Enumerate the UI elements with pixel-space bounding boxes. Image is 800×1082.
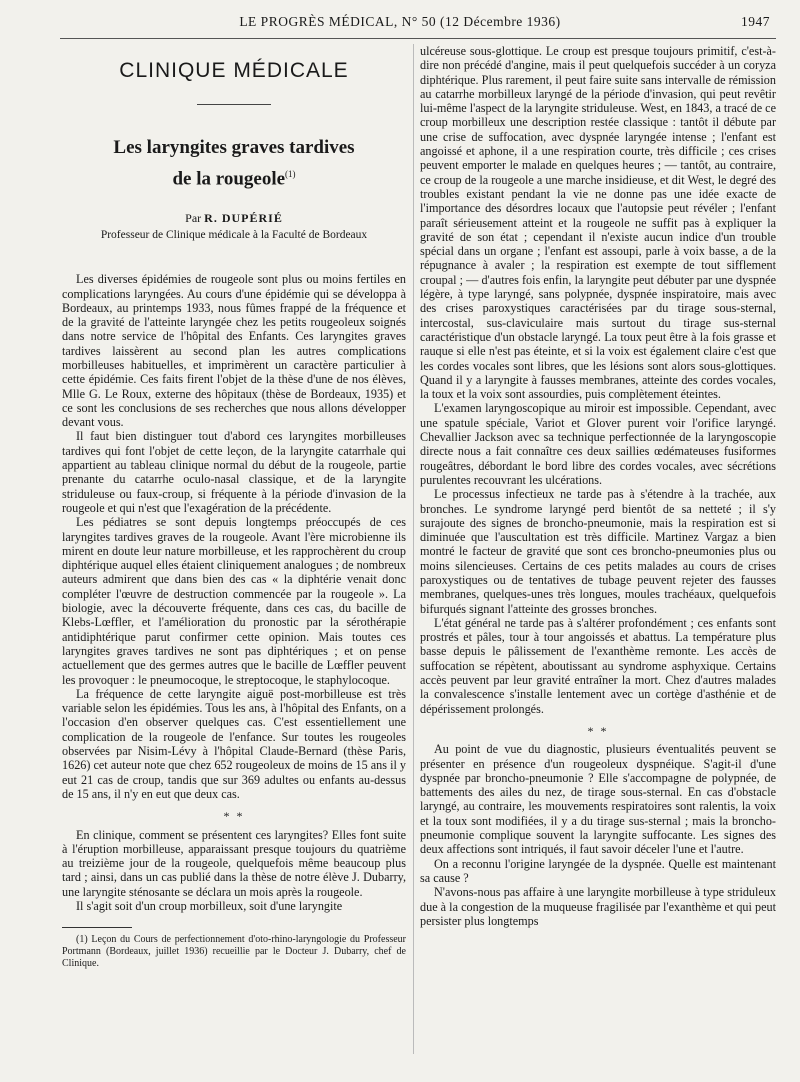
article-title [62,135,406,192]
paragraph: Il s'agit soit d'un croup morbilleux, soit d'une laryngite [76,898,343,913]
section-separator: * * [587,723,609,738]
paragraph: On a reconnu l'origine laryngée de la dyspnée. Quelle est maintenant sa cause ? [420,856,776,885]
paragraph: Il faut bien distinguer tout d'abord ces laryngites morbilleuses tardives qui font l'objet de cette leçon, de la laryngite catarrhale qui appartient au tableau clinique normal du début de la rougeole, partie prenante du catarrhe oculo-nasal classique, et de la laryngite striduleuse ou faux-croup, si fréquente à la période d'invasion de la rougeole et qui n'est que l'exagération de la précédente. [62,429,406,515]
page-number: 1947 [741,14,770,29]
header-rule [60,38,776,39]
paragraph: En clinique, comment se présentent ces laryngites? Elles font suite à l'éruption morbilleuse, apparaissant presque toujours du quatrième au treizième jour de la rougeole, quelquefois même beaucoup plus tard ; ainsi, dans un cas publié dans la thèse de notre élève J. Dubarry, une laryngite sténosante se déclara un mois après la rougeole. [62,827,406,899]
paragraph: Au point de vue du diagnostic, plusieurs éventualités peuvent se présenter en présence d'un rougeoleux dyspnéique. S'agit-il d'une dyspnée par broncho-pneumonie ? Elle s'accompagne de polypnée, de battements des ailes du nez, de tirage sous-sternal. En cas d'obstacle laryngé, au contraire, les mouvements respiratoires sont ralentis, la voix et la toux sont modifiées, il y a du tirage sus-sternal ; mais la broncho-pneumonie complique souvent la laryngite suffocante. Les signes des deux affections sont intriqués, il faut savoir déceler l'une et l'autre. [420,742,776,857]
byline-prefix: Par [185,210,202,225]
title-line-1: Les laryngites graves tardives [113,137,355,159]
right-column [420,44,776,928]
paragraph: L'état général ne tarde pas à s'altérer profondément ; ces enfants sont prostrés et pâles, tour à tour angoissés et abattus. La température plus basse depuis le pâlissement de l'exanthème remonte. Les accès de suffocation se répètent, aboutissant au syndrome asphyxique. Certains accès peuvent par leur gravité entraîner la mort. Chez d'autres malades la convalescence s'installe lentement avec un cortège d'asthénie et de dépérissement prolongés. [420,615,776,716]
footnote: (1) Leçon du Cours de perfectionnement d'oto-rhino-laryngologie du Professeur Portmann (Bordeaux, juillet 1936) recueillie par le Docteur J. Dubarry, chef de Clinique. [62,934,406,970]
paragraph: Le processus infectieux ne tarde pas à s'étendre à la trachée, aux bronches. Le syndrome laryngé perd bientôt de sa netteté ; il s'y surajoute des signes de broncho-pneumonie, mais la respiration est si diminuée que l'auscultation est très difficile. Martinez Vargaz a bien montré le facteur de gravité que sont ces broncho-pneumonies plus ou moins silencieuses. Certains de ces petits malades au cours de crises paroxystiques ou de tentatives de tubage peuvent rejeter des fausses membranes, quelques-unes très longues, moules trachéaux, quelquefois bifurqués signant l'atteinte des grosses bronches. [420,487,776,616]
paragraph: Les pédiatres se sont depuis longtemps préoccupés de ces laryngites tardives graves de la rougeole. Avant l'ère microbienne ils mirent en doute leur nature morbilleuse, et les rapprochèrent du croup diphtérique auquel elles étaient cliniquement analogues ; de nombreux auteurs admirent que dans bien des cas « la diphtérie venait donc compléter l'œuvre de destruction commencée par la rougeole ». La biologie, avec la découverte fréquente, dans ces cas, du bacille de Klebs-Lœffler, et l'amélioration du pronostic par la sérothérapie antidiphtérique parut confirmer cette opinion. Mais toutes ces laryngites graves tardives ne sont pas diphtériques ; et on pense actuellement que des germes autres que le bacille de Lœffler peuvent les provoquer : le pneumocoque, le streptocoque, le staphylocoque. [62,515,406,687]
running-title: LE PROGRÈS MÉDICAL, N° 50 (12 Décembre 1936) [239,14,561,29]
column-divider [413,44,414,1054]
section-separator: * * [223,809,245,824]
footnote-rule [62,927,132,928]
paragraph: L'examen laryngoscopique au miroir est impossible. Cependant, avec une spatule spéciale, Variot et Glover purent voir l'orifice laryngé. Chevallier Jackson avec sa technique perfectionnée de la laryngoscopie directe nous a fait connaître ces deux saillies œdémateuses fusiformes rougeâtres, débordant le bord libre des cordes vocales, avec sécrétions purulentes recouvrant les ulcérations. [420,401,776,487]
section-title: CLINIQUE MÉDICALE [119,59,349,82]
title-line-2: de la rougeole [172,168,286,190]
author-name: R. DUPÉRIÉ [204,210,283,225]
paragraph: Les diverses épidémies de rougeole sont plus ou moins fertiles en complications laryngées. Au cours d'une épidémie qui se développa à Bordeaux, au printemps 1933, nous fûmes frappé de la fréquence et de la gravité de l'atteinte laryngée chez les petits rougeoleux soignés dans notre service de l'hôpital des Enfants. Ces laryngites graves tardives laissèrent au second plan les autres complications morbilleuses habituelles, et imprimèrent un caractère particulier à cette épidémie. Ces faits firent l'objet de la thèse d'une de nos élèves, Mlle G. Le Roux, externe des hôpitaux (thèse de Bordeaux, 1935) et ce sont les conclusions de ses recherches que nous allons développer devant vous. [62,272,406,430]
section-rule [197,104,271,105]
paragraph: ulcéreuse sous-glottique. Le croup est presque toujours primitif, c'est-à-dire non précédé d'angine, mais il peut quelquefois succéder à un coryza diphtérique. Plus rarement, il peut faire suite sans intervalle de rémission au catarrhe morbilleux laryngé de la période d'invasion, qui peut revêtir lui-même l'aspect de la laryngite striduleuse. West, en 1843, a tracé de ce croup morbilleux une description restée classique : tantôt il débute par une crise de suffocation, avec dyspnée laryngée intense ; l'enfant est angoissé et aphone, il a une respiration courte, très difficile ; ces crises peuvent emporter le malade en quelques heures ; — tantôt, au contraire, ce croup de la rougeole a une marche insidieuse, et dit West, le degré des troubles existant pendant la vie ne donne pas une idée exacte de l'importance des désordres locaux que l'autopsie peut révéler ; l'enfant paraît sérieusement atteint et la rougeole ne suffit pas à expliquer la gravité de son état ; cependant il n'existe aucun indice d'un trouble spécial dans un organe ; l'enfant est assoupi, parle à voix basse, a de la répugnance à avaler ; la respiration est exempte de tout sifflement croupal ; — d'autres fois enfin, la laryngite peut débuter par une dyspnée légère, à type laryngé, sans polypnée, dyspnée inspiratoire, mais avec des crises paroxystiques caractérisées par du tirage sous-sternal, intercostal, sus-claviculaire mais surtout du tirage sus-sternal caractéristique d'un obstacle laryngé. La toux peut être à la fois grasse et rauque si elle n'est pas éteinte, et si la voix est également claire c'est que les cordes vocales sont libres, que les lésions sont alors sous-glottiques. Quand il y a laryngite à fausses membranes, atteinte des cordes vocales, la toux et la voix sont assourdies, puis complètement éteintes. [420,44,776,402]
left-column [62,52,406,970]
title-footnote-marker: (1) [285,169,296,180]
paragraph: N'avons-nous pas affaire à une laryngite morbilleuse à type striduleux due à la congestion de la muqueuse fragilisée par l'exanthème et qui peut persister plus longtemps [420,885,776,928]
paragraph: La fréquence de cette laryngite aiguë post-morbilleuse est très variable selon les épidémies. Tous les ans, à l'hôpital des Enfants, on a l'occasion d'en observer quelques cas. C'est essentiellement une complication de la rougeole de l'enfance. Sur toutes les rougeoles observées par Nisim-Lévy à l'hôpital Claude-Bernard (thèse Paris, 1626) cet auteur note que chez 652 rougeoleux de moins de 15 ans il y eut 21 cas de croup, tandis que sur 369 adultes ou enfants au-dessus de 15 ans, il n'y en eut que deux cas. [62,686,406,801]
byline [62,211,406,225]
title-line-2-wrap [62,161,406,192]
running-head [0,14,800,34]
author-affiliation: Professeur de Clinique médicale à la Faculté de Bordeaux [100,228,368,241]
